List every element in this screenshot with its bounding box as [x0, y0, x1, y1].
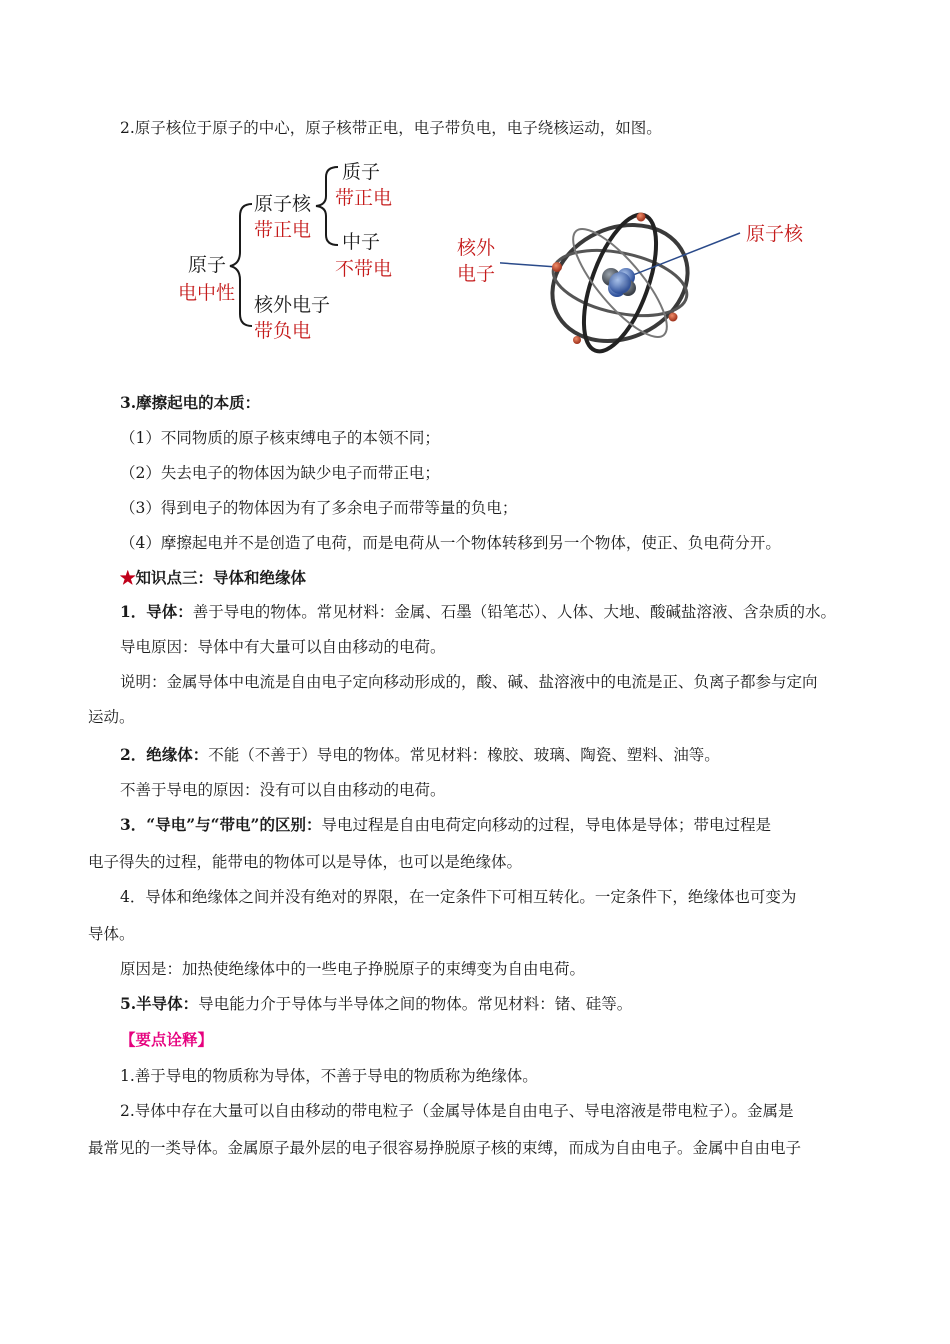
- insulator-definition: [120, 745, 720, 765]
- insulator-head: 2．绝缘体：: [120, 745, 209, 764]
- conversion-line-2: 导体。: [88, 925, 135, 943]
- section3-title: 3.摩擦起电的本质：: [120, 393, 261, 412]
- brace-nucleus-icon: [314, 164, 340, 248]
- tree-proton-prop: 带正电: [335, 187, 393, 209]
- atom-label-electron-1: 核外: [457, 237, 496, 259]
- section3-item-1: （1）不同物质的原子核束缚电子的本领不同；: [120, 429, 440, 447]
- conductor-text: 善于导电的物体。常见材料：金属、石墨（铅笔芯）、人体、大地、酸碱盐溶液、含杂质的水。: [192, 603, 837, 621]
- difference-text-1: 导电过程是自由电荷定向移动的过程，导电体是导体；带电过程是: [321, 816, 771, 834]
- brace-atom-icon: [228, 200, 254, 330]
- difference-head: 3．“导电”与“带电”的区别：: [120, 815, 322, 834]
- notes-title: 【要点诠释】: [120, 1030, 214, 1049]
- insulator-reason: 不善于导电的原因：没有可以自由移动的电荷。: [120, 781, 446, 799]
- tree-atom: 原子: [188, 254, 227, 276]
- intro-paragraph: 2.原子核位于原子的中心，原子核带正电，电子带负电，电子绕核运动，如图。: [120, 119, 662, 137]
- semiconductor-definition: [120, 994, 632, 1014]
- difference-line-2: 电子得失的过程，能带电的物体可以是导体，也可以是绝缘体。: [88, 853, 523, 871]
- conductor-reason: 导电原因：导体中有大量可以自由移动的电荷。: [120, 638, 446, 656]
- notes-item-1: 1.善于导电的物质称为导体，不善于导电的物质称为绝缘体。: [120, 1067, 538, 1085]
- conductor-note-2: 运动。: [88, 708, 135, 726]
- difference-line-1: [120, 815, 771, 835]
- atom-diagram-icon: [500, 195, 750, 360]
- section3-item-4: （4）摩擦起电并不是创造了电荷，而是电荷从一个物体转移到另一个物体，使正、负电荷分开。: [120, 534, 781, 552]
- semiconductor-text: 导电能力介于导体与半导体之间的物体。常见材料：锗、硅等。: [198, 995, 633, 1013]
- conversion-reason: 原因是：加热使绝缘体中的一些电子挣脱原子的束缚变为自由电荷。: [120, 960, 586, 978]
- section3-item-3: （3）得到电子的物体因为有了多余电子而带等量的负电；: [120, 499, 518, 517]
- tree-electron-prop: 带负电: [254, 320, 312, 342]
- conductor-definition: [120, 602, 836, 622]
- conductor-head: 1．导体：: [120, 602, 193, 621]
- tree-nucleus-prop: 带正电: [254, 219, 312, 241]
- insulator-text: 不能（不善于）导电的物体。常见材料：橡胶、玻璃、陶瓷、塑料、油等。: [208, 746, 720, 764]
- knowledge3-heading: [120, 568, 306, 588]
- atom-label-nucleus: 原子核: [746, 223, 804, 245]
- tree-proton: 质子: [342, 161, 381, 183]
- atom-label-electron-2: 电子: [457, 263, 496, 285]
- tree-electron: 核外电子: [254, 294, 331, 316]
- notes-item-2-line-2: 最常见的一类导体。金属原子最外层的电子很容易挣脱原子核的束缚，而成为自由电子。金属中自由电子: [88, 1139, 802, 1157]
- section3-item-2: （2）失去电子的物体因为缺少电子而带正电；: [120, 464, 440, 482]
- conversion-line-1: 4．导体和绝缘体之间并没有绝对的界限，在一定条件下可相互转化。一定条件下，绝缘体也可变为: [120, 888, 797, 906]
- star-icon: ★: [120, 568, 136, 587]
- tree-atom-prop: 电中性: [178, 282, 236, 304]
- conductor-note-1: 说明：金属导体中电流是自由电子定向移动形成的，酸、碱、盐溶液中的电流是正、负离子都参与定向: [120, 673, 818, 691]
- notes-item-2-line-1: 2.导体中存在大量可以自由移动的带电粒子（金属导体是自由电子、导电溶液是带电粒子）。金属是: [120, 1102, 794, 1120]
- tree-neutron-prop: 不带电: [335, 258, 393, 280]
- tree-nucleus: 原子核: [254, 193, 312, 215]
- knowledge3-title: 知识点三：导体和绝缘体: [135, 568, 307, 587]
- semiconductor-head: 5.半导体：: [120, 994, 199, 1013]
- tree-neutron: 中子: [342, 231, 381, 253]
